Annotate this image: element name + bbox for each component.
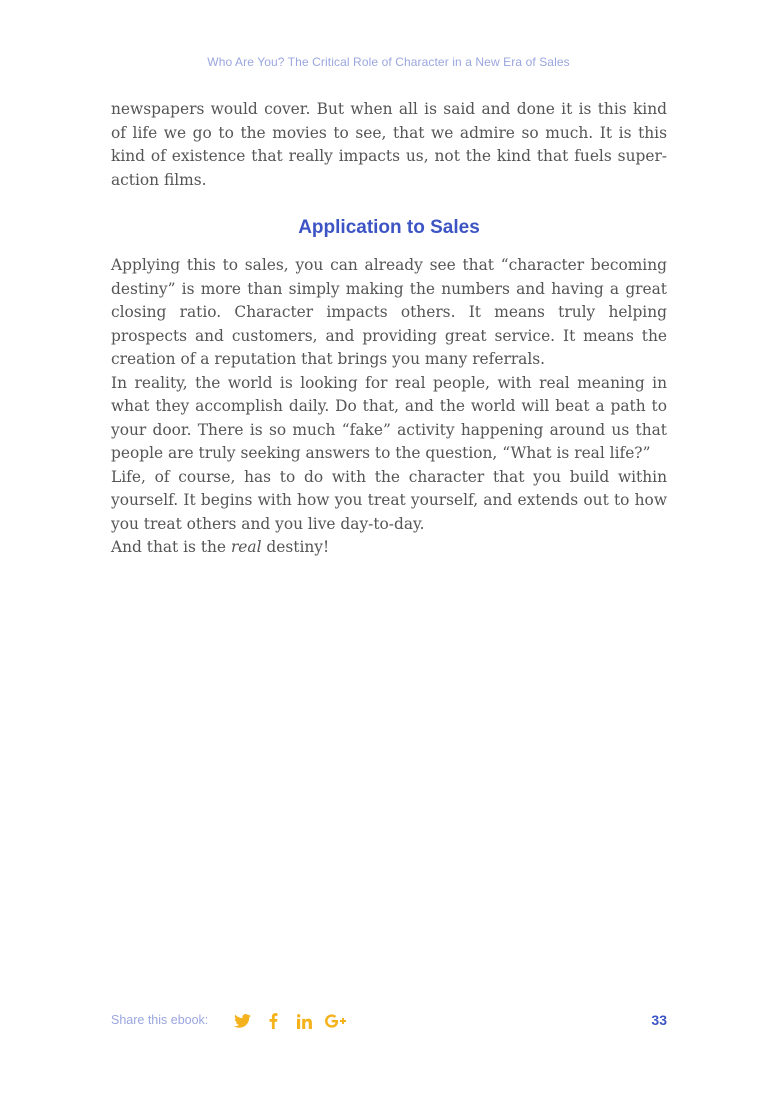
- running-header: Who Are You? The Critical Role of Character in a New Era of Sales: [207, 55, 570, 69]
- facebook-icon[interactable]: [262, 1010, 284, 1032]
- closing-emphasis: real: [230, 538, 262, 556]
- twitter-icon[interactable]: [231, 1010, 253, 1032]
- page-body: [111, 98, 667, 560]
- body-paragraph: Life, of course, has to do with the character that you build within yourself. It begins with how you treat yourself, and extends out to how you treat others and you live day-to-day.: [111, 467, 667, 533]
- closing-paragraph: [111, 536, 667, 560]
- section-title: Application to Sales: [298, 217, 480, 238]
- closing-text-start: And that is the: [111, 538, 231, 556]
- closing-text-end: destiny!: [261, 538, 330, 556]
- page-number: 33: [651, 1012, 667, 1028]
- intro-paragraph: newspapers would cover. But when all is said and done it is this kind of life we go to the movies to see, that we admire so much. It is this kind of existence that really impacts us, not the kind that fuels super-action films.: [111, 100, 667, 189]
- body-paragraph: In reality, the world is looking for real people, with real meaning in what they accomplish daily. Do that, and the world will beat a path to your door. There is so much “fake” activity happening around us that people are truly seeking answers to the question, “What is real life?”: [111, 373, 667, 462]
- share-label: Share this ebook:: [111, 1013, 209, 1027]
- google-plus-icon[interactable]: [324, 1010, 346, 1032]
- linkedin-icon[interactable]: [293, 1010, 315, 1032]
- body-paragraph: Applying this to sales, you can already see that “character becoming destiny” is more than simply making the numbers and having a great closing ratio. Character impacts others. It means truly helping prospects and customers, and providing great service. It means the creation of a reputation that brings you many referrals.: [111, 256, 667, 368]
- page-footer: [111, 1010, 667, 1032]
- social-share-bar: [231, 1010, 355, 1032]
